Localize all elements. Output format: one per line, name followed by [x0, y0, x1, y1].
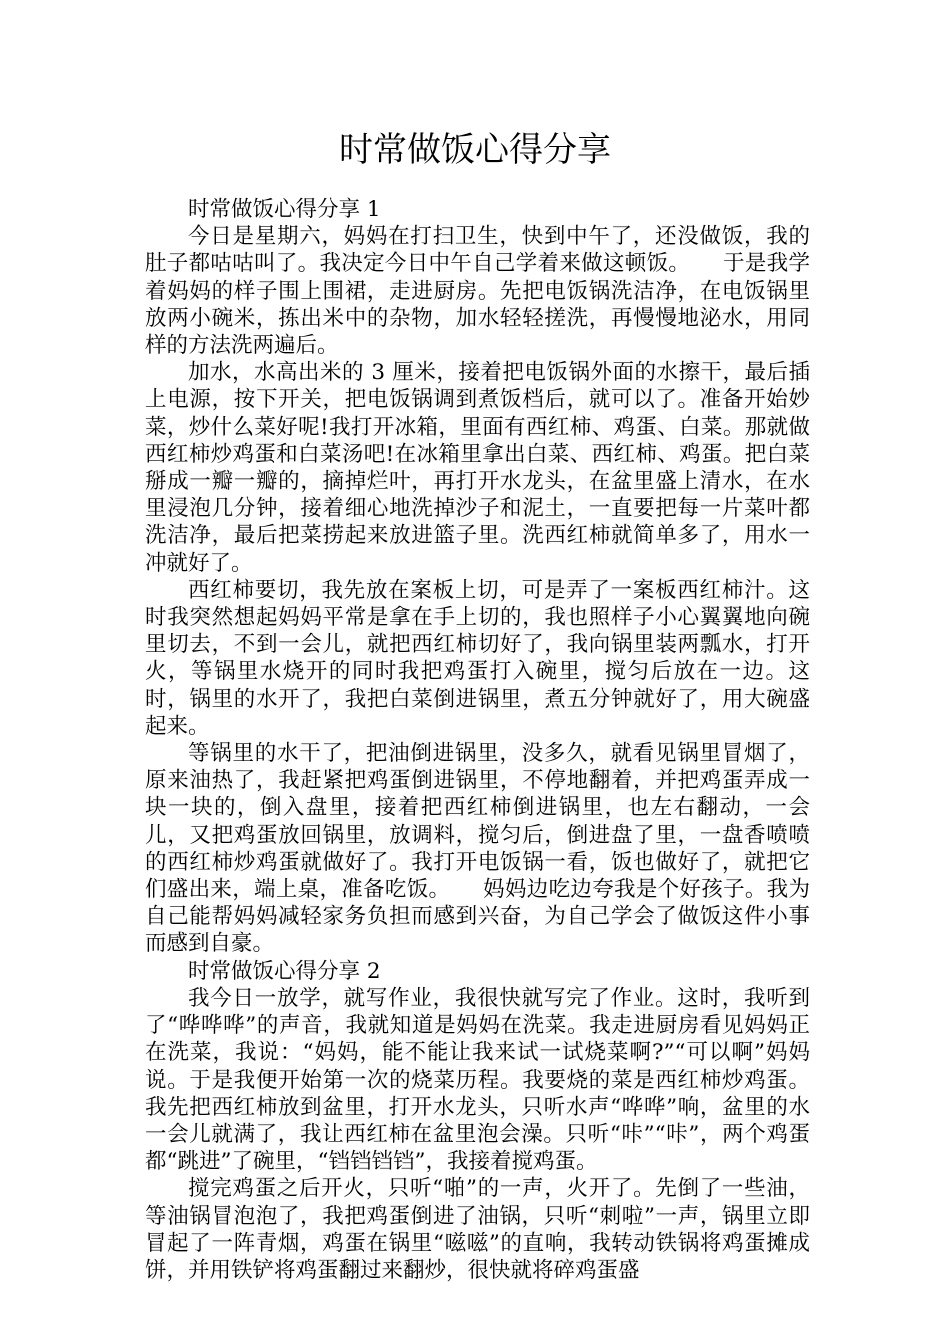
paragraph: 加水，水高出米的 3 厘米，接着把电饭锅外面的水擦干，最后插上电源，按下开关，把电饭锅调到煮饭档后，就可以了。准备开始妙菜，炒什么菜好呢!我打开冰箱，里面有西红柿、鸡蛋、白菜。那就做西红柿炒鸡蛋和白菜汤吧!在冰箱里拿出白菜、西红柿、鸡蛋。把白菜掰成一瓣一瓣的，摘掉烂叶，再打开水龙头，在盆里盛上清水，在水里浸泡几分钟，接着细心地洗掉沙子和泥土，一直要把每一片菜叶都洗洁净，最后把菜捞起来放进篮子里。洗西红柿就简单多了，用水一冲就好了。: [145, 360, 810, 576]
section-heading-2: 时常做饭心得分享 2: [188, 958, 381, 984]
document-title: 时常做饭心得分享: [339, 130, 611, 170]
paragraph: 我今日一放学，就写作业，我很快就写完了作业。这时，我听到了“哗哗哗”的声音，我就知道是妈妈在洗菜。我走进厨房看见妈妈正在洗菜，我说：“妈妈，能不能让我来试一试烧菜啊?”“可以啊”妈妈说。于是我便开始第一次的烧菜历程。我要烧的菜是西红柿炒鸡蛋。我先把西红柿放到盆里，打开水龙头，只听水声“哗哗”响，盆里的水一会儿就满了，我让西红柿在盆里泡会澡。只听“咔”“咔”，两个鸡蛋都“跳进”了碗里，“铛铛铛铛”，我接着搅鸡蛋。: [145, 985, 810, 1175]
section-heading-1: 时常做饭心得分享 1: [188, 197, 381, 222]
paragraph: 等锅里的水干了，把油倒进锅里，没多久，就看见锅里冒烟了，原来油热了，我赶紧把鸡蛋倒进锅里，不停地翻着，并把鸡蛋弄成一块一块的，倒入盘里，接着把西红柿倒进锅里，也左右翻动，一会儿，又把鸡蛋放回锅里，放调料，搅匀后，倒进盘了里，一盘香喷喷的西红柿炒鸡蛋就做好了。我打开电饭锅一看，饭也做好了，就把它们盛出来，端上桌，准备吃饭。 妈妈边吃边夸我是个好孩子。我为自己能帮妈妈减轻家务负担而感到兴奋，为自己学会了做饭这件小事而感到自豪。: [145, 741, 810, 957]
paragraph: 西红柿要切，我先放在案板上切，可是弄了一案板西红柿汁。这时我突然想起妈妈平常是拿在手上切的，我也照样子小心翼翼地向碗里切去，不到一会儿，就把西红柿切好了，我向锅里装两瓢水，打开火，等锅里水烧开的同时我把鸡蛋打入碗里，搅匀后放在一边。这时，锅里的水开了，我把白菜倒进锅里，煮五分钟就好了，用大碗盛起来。: [145, 577, 810, 739]
document-body: [145, 196, 810, 1284]
paragraph: 搅完鸡蛋之后开火，只听“啪”的一声，火开了。先倒了一些油，等油锅冒泡泡了，我把鸡蛋倒进了油锅，只听“刺啦”一声，锅里立即冒起了一阵青烟，鸡蛋在锅里“嗞嗞”的直响，我转动铁锅将鸡蛋摊成饼，并用铁铲将鸡蛋翻过来翻炒，很快就将碎鸡蛋盛: [145, 1176, 810, 1283]
paragraph: 今日是星期六，妈妈在打扫卫生，快到中午了，还没做饭，我的肚子都咕咕叫了。我决定今日中午自己学着来做这顿饭。 于是我学着妈妈的样子围上围裙，走进厨房。先把电饭锅洗洁净，在电饭锅里放两小碗米，拣出米中的杂物，加水轻轻搓洗，再慢慢地泌水，用同样的方法洗两遍后。: [145, 224, 810, 359]
